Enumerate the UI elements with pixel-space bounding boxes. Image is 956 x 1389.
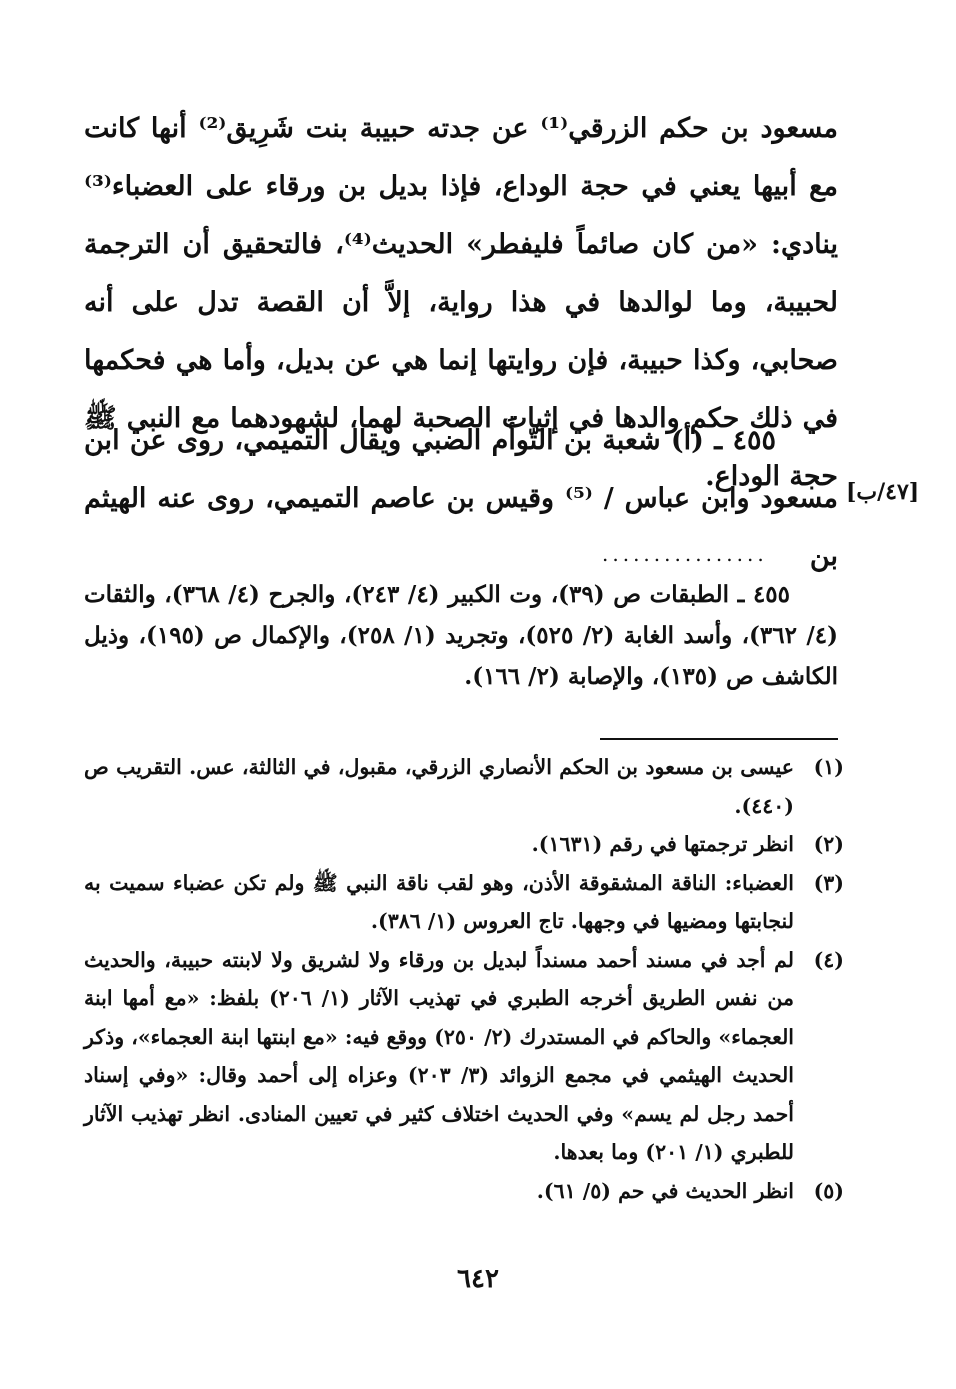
entry-text: ٤٥٥ ـ (أ) شعبة بن التّوأَم الضبي ويقال التميمي، روى عن ابن مسعود وابن عباس / ⁽⁵⁾ وقيس بن عاصم التميمي، روى عنه الهيثم بن [84,425,838,572]
footnote-text: لم أجد في مسند أحمد مسنداً لبديل بن ورقاء ولا لشريق ولا لابنته حبيبة، والحديث من نفس الطريق أخرجه الطبري في تهذيب الآثار (١/ ٢٠٦) بلفظ: «مع أمها ابنة العجماء» والحاكم في المستدرك (٢/ ٢٥٠) ووقع فيه: «مع ابنتها ابنة العجماء»، وذكر الحديث الهيثمي في مجمع الزوائد (٣/ ٢٠٣) وعزاه إلى أحمد وقال: «وفي إسناد أحمد رجل لم يسم» وفي الحديث اختلاف كثير في تعيين المنادى. انظر تهذيب الآثار للطبري (١/ ٢٠١) وما بعدها. [84,947,795,1164]
footnote-item [84,748,844,825]
footnote-number: (٣) [813,870,844,895]
footnote-item [84,1172,844,1211]
footnote-text: العضباء: الناقة المشقوقة الأذن، وهو لقب ناقة النبي ﷺ ولم تكن عضباء سميت به لنجابتها ومضيها في وجهها. تاج العروس (١/ ٣٨٦). [84,870,794,933]
footnote-number: (٥) [813,1178,844,1203]
footnote-item [84,864,844,941]
footnote-text: عيسى بن مسعود بن الحكم الأنصاري الزرقي، مقبول، في الثالثة، عس. التقريب ص (٤٤٠). [84,755,794,818]
footnote-item [84,825,844,864]
footnote-item [84,941,844,1172]
page-number: ٦٤٢ [457,1264,499,1294]
dotted-separator: ................ [602,542,768,566]
sources-text: ٤٥٥ ـ الطبقات ص (٣٩)، وت الكبير (٤/ ٢٤٣)، والجرح (٤/ ٣٦٨)، والثقات (٤/ ٣٦٢)، وأسد الغابة (٢/ ٥٢٥)، وتجريد (١/ ٢٥٨)، والإكمال ص (١٩٥)، وذيل الكاشف ص (١٣٥)، والإصابة (٢/ ١٦٦). [84,581,838,690]
footnotes-list [84,748,844,1210]
footnote-rule [600,738,838,740]
manuscript-folio-marker: [٤٧/ب] [846,479,920,505]
sources-block [84,574,838,697]
footnote-text: انظر الحديث في حم (٥/ ٦١). [536,1178,794,1203]
footnote-number: (١) [813,755,844,779]
footnote-number: (٤) [813,947,844,972]
main-paragraph: مسعود بن حكم الزرقي⁽¹⁾ عن جدته حبيبة بنت شَرِيق⁽²⁾ أنها كانت مع أبيها يعني في حجة الوداع، فإذا بديل بن ورقاء على العضباء⁽³⁾ ينادي: «من كان صائماً فليفطر» الحديث⁽⁴⁾، فالتحقيق أن الترجمة لحبيبة، وما لوالدها في هذا رواية، إلاَّ أن القصة تدل على أنه صحابي، وكذا حبيبة، فإن روايتها إنما هي عن بديل، وأما هي فحكمها في ذلك حكم والدها في إثبات الصحبة لهما، لشهودهما مع النبي ﷺ حجة الوداع. [84,113,838,492]
footnote-number: (٢) [813,832,844,856]
footnote-text: انظر ترجمتها في رقم (١٦٣١). [531,832,794,856]
